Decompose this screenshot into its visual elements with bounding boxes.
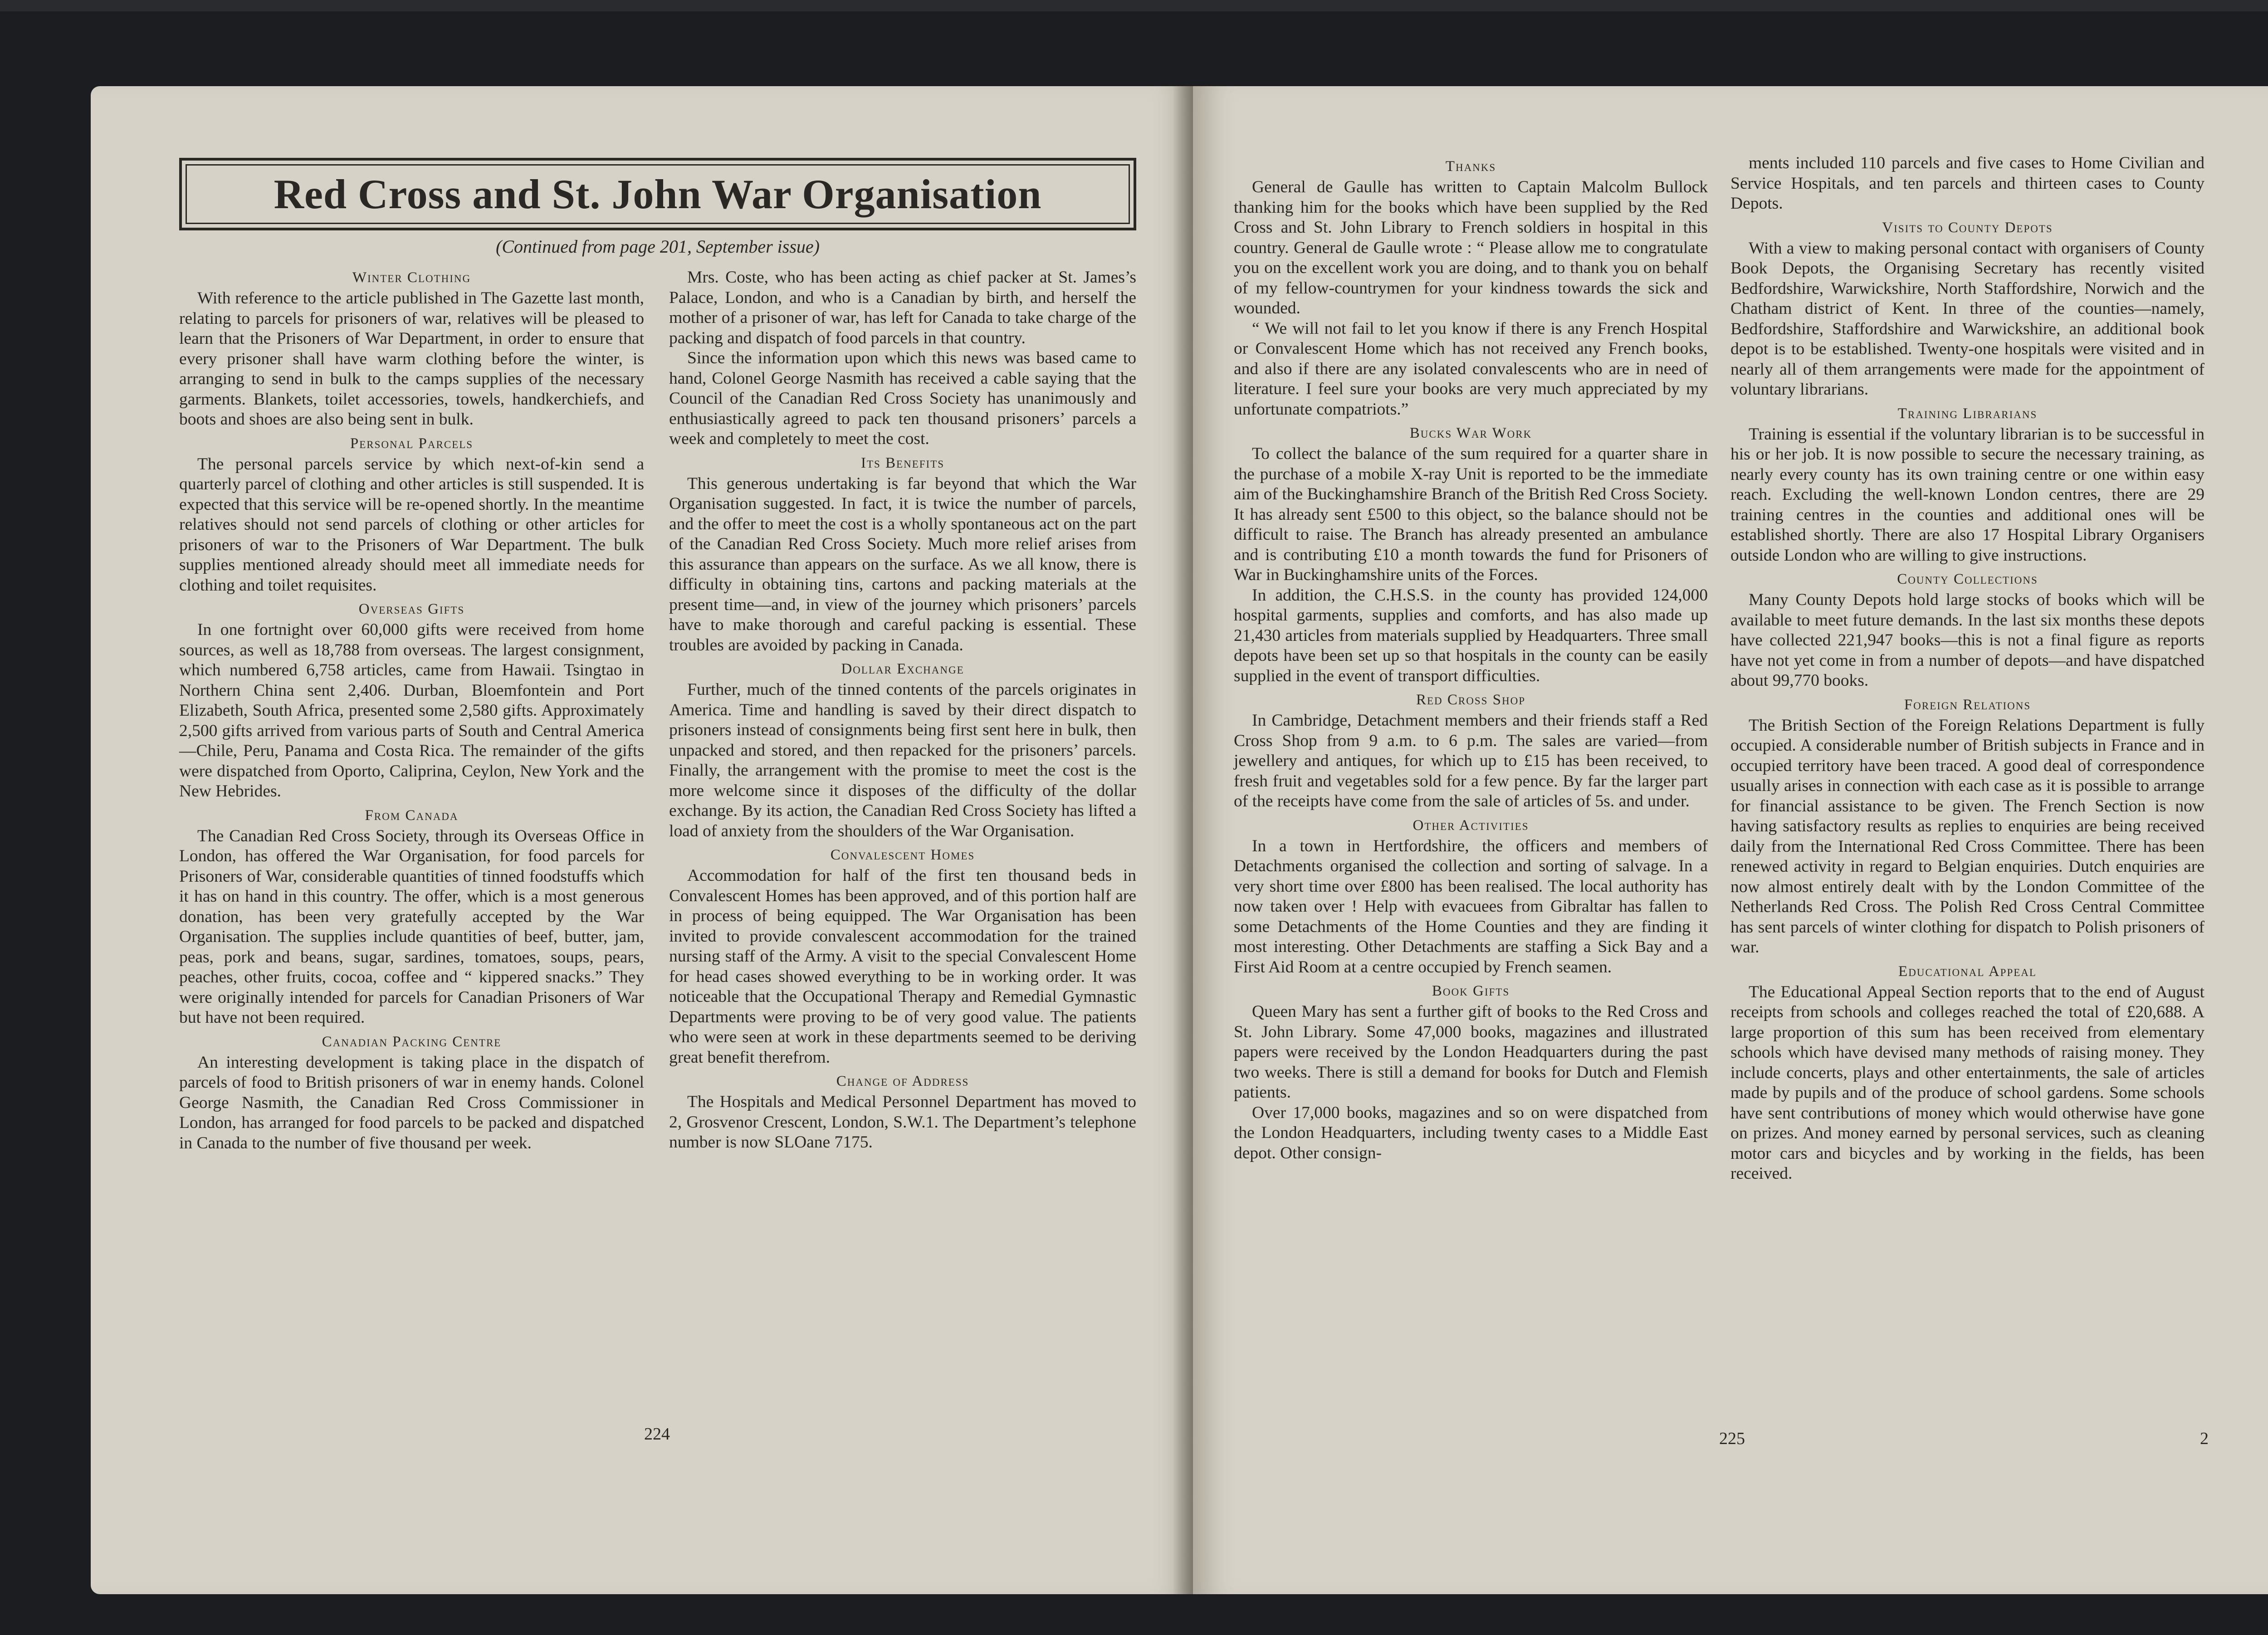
section-heading: Its Benefits [860, 454, 945, 471]
section-heading: Canadian Packing Centre [322, 1033, 502, 1050]
body-paragraph: The Hospitals and Medical Personnel Department has moved to 2, Grosvenor Crescent, London, S.W.1. The Department’s telephone number is now SLOane 7175. [669, 1093, 1136, 1152]
section-heading: Thanks [1445, 158, 1496, 175]
body-paragraph: The personal parcels service by which next-of-kin send a quarterly parcel of clothing and other articles is still suspended. It is expected that this service will be re-opened shortly. In the meantime relatives should not send parcels of clothing or other articles for prisoners of war to the Prisoners of War Department. The bulk supplies mentioned already should meet all immediate needs for clothing and toilet requisites. [179, 454, 644, 595]
left-column-2 [669, 268, 1136, 1153]
body-paragraph: With reference to the article published in The Gazette last month, relating to parcels for prisoners of war, relatives will be pleased to learn that the Prisoners of War Department, in order to ensure that every prisoner shall have warm clothing before the winter, is arranging to send in bulk to the camps supplies of the necessary garments. Blankets, toilet accessories, towels, handkerchiefs, and boots and shoes are also being sent in bulk. [179, 289, 644, 429]
section-heading: Winter Clothing [352, 269, 471, 286]
right-page [1193, 86, 2268, 1594]
body-paragraph: An interesting development is taking place in the dispatch of parcels of food to British prisoners of war in enemy hands. Colonel George Nasmith, the Canadian Red Cross Commissioner in London, has arranged for food parcels to be packed and dispatched in Canada to the number of five thousand per week. [179, 1053, 644, 1152]
body-paragraph: To collect the balance of the sum required for a quarter share in the purchase of a mobile X-ray Unit is reported to be the immediate aim of the Buckinghamshire Branch of the British Red Cross Society. It has already sent £500 to this object, so the balance should not be difficult to raise. The Branch has already presented an ambulance and is contributing £10 a month towards the fund for Prisoners of War in Buckinghamshire units of the Forces. [1234, 444, 1708, 584]
body-paragraph: General de Gaulle has written to Captain Malcolm Bullock thanking him for the books which have been supplied by the Red Cross and St. John Library to French soldiers in hospital in this country. General de Gaulle wrote : “ Please allow me to congratulate you on the excellent work you are doing, and to thank you on behalf of my fellow-countrymen for your kindness towards the sick and wounded. [1234, 178, 1708, 317]
page-number-right: 225 [1719, 1429, 1745, 1448]
body-paragraph: Further, much of the tinned contents of the parcels originates in America. Time and handling is saved by their direct dispatch to prisoners instead of consignments being first sent here in bulk, then unpacked and stored, and then repacked for the prisoners’ parcels. Finally, the arrangement with the promise to meet the cost is the more welcome since it disposes of the difficulty of the dollar exchange. By its action, the Canadian Red Cross Society has lifted a load of anxiety from the shoulders of the War Organisation. [669, 680, 1136, 840]
section-heading: Foreign Relations [1904, 696, 2031, 713]
body-paragraph: In one fortnight over 60,000 gifts were received from home sources, as well as 18,788 from overseas. The largest consignment, which numbered 6,758 articles, came from Hawaii. Tsingtao in Northern China sent 2,406. Durban, Bloemfontein and Port Elizabeth, South Africa, presented some 2,580 gifts. Approximately 2,500 gifts arrived from various parts of South and Central America—Chile, Peru, Panama and Costa Rica. The remainder of the gifts were dispatched from Oporto, Caliprina, Ceylon, New York and the New Hebrides. [179, 620, 644, 800]
section-heading: Dollar Exchange [841, 661, 964, 677]
section-heading: Overseas Gifts [358, 601, 465, 617]
right-column-1 [1234, 156, 1708, 1163]
body-paragraph: In Cambridge, Detachment members and their friends staff a Red Cross Shop from 9 a.m. to 6 p.m. The sales are varied—from jewellery and antiques, for which up to £15 has been received, to fresh fruit and vegetables sold for a few pence. By far the larger part of the receipts have come from the sale of articles of 5s. and under. [1234, 711, 1708, 810]
body-paragraph: In a town in Hertfordshire, the officers and members of Detachments organised the collection and sorting of salvage. In a very short time over £800 has been realised. The local authority has now taken over ! Help with evacuees from Gibraltar has fallen to some Detachments of the Home Counties and they are finding it most interesting. Other Detachments are staffing a Sick Bay and a First Aid Room at a centre occupied by French seamen. [1234, 836, 1708, 976]
body-paragraph: The Canadian Red Cross Society, through its Overseas Office in London, has offered the War Organisation, for food parcels for Prisoners of War, considerable quantities of tinned foodstuffs which it has on hand in this country. The offer, which is a most generous donation, has been very gratefully accepted by the War Organisation. The supplies include quantities of beef, butter, jam, peas, pork and beans, sugar, sardines, tomatoes, soups, pears, peaches, other fruits, cocoa, coffee and “ kippered snacks.” They were originally intended for parcels for Canadian Prisoners of War but have not been required. [179, 826, 644, 1027]
section-heading: Book Gifts [1432, 983, 1510, 999]
left-column-1 [179, 268, 644, 1153]
body-paragraph: The British Section of the Foreign Relations Department is fully occupied. A considerable number of British subjects in France and in occupied territory have been traced. A good deal of correspondence usually arises in connection with each case as it is possible to arrange for financial assistance to be given. The French Section is now having satisfactory results as replies to enquiries are being received daily from the International Red Cross Committee. There has been renewed activity in regard to Belgian enquiries. Dutch enquiries are now almost entirely dealt with by the London Committee of the Netherlands Red Cross. The Polish Red Cross Central Committee has sent parcels of winter clothing for dispatch to Polish prisoners of war. [1730, 716, 2204, 957]
scan-edge [0, 0, 2268, 11]
body-paragraph: Many County Depots hold large stocks of books which will be available to meet future demands. In the last six months these depots have collected 221,947 books—this is not a final figure as reports have not yet come in from a number of depots—and have dispatched about 99,770 books. [1730, 591, 2204, 690]
body-paragraph: “ We will not fail to let you know if there is any French Hospital or Convalescent Home which has not received any French books, and also if there are any isolated convalescents who are in need of literature. I feel sure your books are very much appreciated by my unfortunate compatriots.” [1234, 319, 1708, 419]
page-mark: 2 [2200, 1429, 2209, 1448]
body-paragraph: Over 17,000 books, magazines and so on were dispatched from the London Headquarters, including twenty cases to a Middle East depot. Other consign- [1234, 1103, 1708, 1162]
page-number-left: 224 [644, 1425, 670, 1444]
body-paragraph: ments included 110 parcels and five cases to Home Civilian and Service Hospitals, and ten parcels and thirteen cases to County Depots. [1730, 154, 2204, 213]
section-heading: From Canada [365, 807, 459, 824]
body-paragraph: Since the information upon which this news was based came to hand, Colonel George Nasmith has received a cable saying that the Council of the Canadian Red Cross Society has unanimously and enthusiastically agreed to pack ten thousand prisoners’ parcels a week and completely to meet the cost. [669, 349, 1136, 448]
section-heading: Visits to County Depots [1882, 219, 2053, 236]
body-paragraph: Queen Mary has sent a further gift of books to the Red Cross and St. John Library. Some 47,000 books, magazines and illustrated papers were received by the London Headquarters during the past two weeks. There is still a demand for books for Dutch and Flemish patients. [1234, 1002, 1708, 1102]
section-heading: Personal Parcels [350, 435, 474, 452]
body-paragraph: This generous undertaking is far beyond that which the War Organisation suggested. In fact, it is twice the number of parcels, and the offer to meet the cost is a wholly spontaneous act on the part of the Canadian Red Cross Society. Much more relief arises from this assurance than appears on the surface. As we all know, there is difficulty in obtaining tins, cartons and packing materials at the present time—and, in view of the journey which prisoners’ parcels have to make thorough and careful packing is essential. These troubles are avoided by packing in Canada. [669, 474, 1136, 654]
section-heading: Other Activities [1413, 817, 1529, 834]
section-heading: Bucks War Work [1409, 425, 1532, 441]
section-heading: Training Librarians [1897, 405, 2038, 422]
section-heading: Change of Address [836, 1073, 969, 1089]
title-frame [179, 158, 1136, 230]
body-paragraph: The Educational Appeal Section reports that to the end of August receipts from schools and colleges reached the total of £20,688. A large proportion of this sum has been received from elementary schools which have devised many methods of raising money. They include concerts, plays and other entertainments, the sale of articles made by pupils and of the produce of school gardens. Some schools have sent contributions of money which would otherwise have gone on prizes. And money earned by personal services, such as cleaning motor cars and bicycles and by working in the fields, has been received. [1730, 982, 2204, 1183]
continued-note: (Continued from page 201, September issue) [496, 236, 820, 257]
left-page [91, 86, 1193, 1594]
section-heading: Convalescent Homes [830, 847, 975, 863]
section-heading: Educational Appeal [1898, 963, 2037, 980]
body-paragraph: In addition, the C.H.S.S. in the county has provided 124,000 hospital garments, supplies and comforts, and has also made up 21,430 articles from materials supplied by Headquarters. Three small depots have been set up so that hospitals in the county can be easily supplied in the event of transport difficulties. [1234, 586, 1708, 685]
body-paragraph: Training is essential if the voluntary librarian is to be successful in his or her job. It is now possible to secure the necessary training, as nearly every county has its own training centre or one within easy reach. Excluding the well-known London centres, there are 29 training centres in the counties and additional ones will be established shortly. There are also 17 Hospital Library Organisers outside London who are willing to give instructions. [1730, 425, 2204, 565]
article-title: Red Cross and St. John War Organisation [186, 164, 1130, 224]
body-paragraph: Mrs. Coste, who has been acting as chief packer at St. James’s Palace, London, and who is a Canadian by birth, and herself the mother of a prisoner of war, has left for Canada to take charge of the packing and dispatch of food parcels in that country. [669, 268, 1136, 347]
right-column-2 [1730, 153, 2204, 1184]
body-paragraph: Accommodation for half of the first ten thousand beds in Convalescent Homes has been approved, and of this portion half are in process of being equipped. The War Organisation has been invited to provide convalescent accommodation for the trained nursing staff of the Army. A visit to the special Convalescent Home for head cases showed everything to be in working order. It was noticeable that the Occupational Therapy and Remedial Gymnastic Departments were proving to be of very good value. The patients who were seen at work in these departments seemed to be deriving great benefit therefrom. [669, 866, 1136, 1067]
body-paragraph: With a view to making personal contact with organisers of County Book Depots, the Organising Secretary has recently visited Bedfordshire, Warwickshire, North Staffordshire, Norwich and the Chatham district of Kent. In three of the counties—namely, Bedfordshire, Staffordshire and Warwickshire, an additional book depot is to be established. Twenty-one hospitals were visited and in nearly all of them arrangements were made for the appointment of voluntary librarians. [1730, 239, 2204, 399]
section-heading: Red Cross Shop [1416, 692, 1526, 708]
section-heading: County Collections [1897, 571, 2038, 587]
